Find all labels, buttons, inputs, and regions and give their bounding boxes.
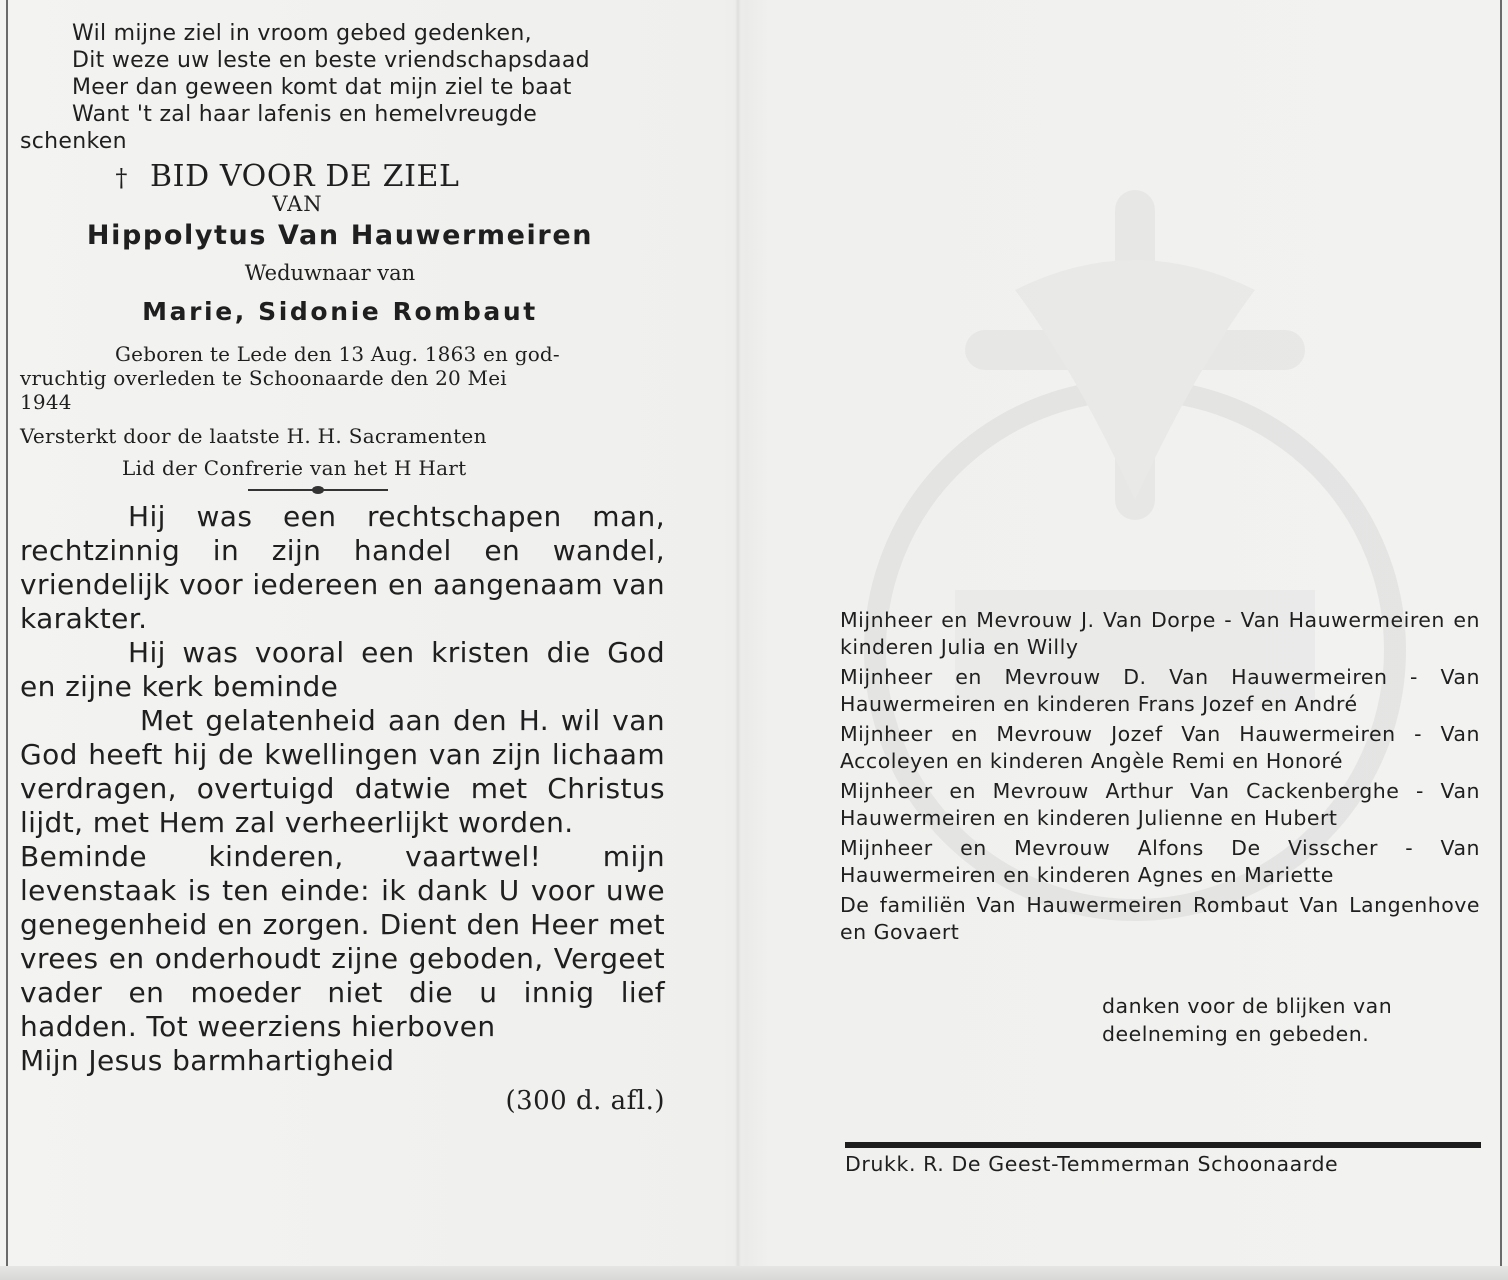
spouse-name: Marie, Sidonie Rombaut bbox=[142, 297, 538, 326]
family-list bbox=[840, 607, 1480, 946]
poem-line: Dit weze uw leste en beste vriendschapsdaad bbox=[72, 48, 590, 73]
details-line: 1944 bbox=[20, 390, 72, 414]
eulogy-paragraph: Met gelatenheid aan den H. wil van God heeft hij de kwellingen van zijn lichaam verdragen, overtuigd datwie met Christus lijdt, met Hem zal verheerlijkt worden. bbox=[20, 704, 665, 839]
left-edge bbox=[6, 0, 8, 1280]
thanks-line: deelneming en gebeden. bbox=[1102, 1022, 1370, 1046]
sacraments-line: Versterkt door de laatste H. H. Sacramenten bbox=[20, 424, 487, 448]
family-entry: Mijnheer en Mevrouw Arthur Van Cackenberghe - Van Hauwermeiren en kinderen Julienne en Hubert bbox=[840, 779, 1480, 830]
eulogy-paragraph: Hij was vooral een kristen die God en zijne kerk beminde bbox=[20, 636, 665, 703]
ornament-divider bbox=[248, 486, 388, 494]
poem-line: Want 't zal haar lafenis en hemelvreugde bbox=[72, 102, 538, 127]
card-fold bbox=[735, 0, 741, 1280]
family-entry: Mijnheer en Mevrouw Alfons De Visscher - Van Hauwermeiren en kinderen Agnes en Mariette bbox=[840, 836, 1480, 887]
details-line: Geboren te Lede den 13 Aug. 1863 en god- bbox=[115, 342, 560, 366]
bottom-edge bbox=[0, 1266, 1508, 1280]
printer-credit: Drukk. R. De Geest-Temmerman Schoonaarde bbox=[845, 1152, 1339, 1176]
birth-death-details bbox=[20, 342, 665, 414]
details-line: vruchtig overleden te Schoonaarde den 20 Mei bbox=[20, 366, 507, 390]
pray-heading bbox=[20, 159, 665, 194]
deceased-name: Hippolytus Van Hauwermeiren bbox=[86, 220, 594, 251]
right-panel bbox=[840, 607, 1480, 1048]
printer-rule bbox=[845, 1142, 1481, 1148]
poem-line: Meer dan geween komt dat mijn ziel te baat bbox=[72, 75, 572, 100]
indulgence-note: (300 d. afl.) bbox=[505, 1086, 665, 1116]
poem bbox=[20, 20, 665, 155]
poem-line: schenken bbox=[20, 129, 127, 154]
widower-label: Weduwnaar van bbox=[244, 261, 416, 285]
eulogy-paragraph: Hij was een rechtschapen man, rechtzinnig in zijn handel en wandel, vriendelijk voor iedereen en aangenaam van karakter. bbox=[20, 500, 665, 635]
thanks-line: danken voor de blijken van bbox=[1102, 994, 1393, 1018]
of-label: VAN bbox=[272, 192, 323, 216]
family-entry: Mijnheer en Mevrouw D. Van Hauwermeiren - Van Hauwermeiren en kinderen Frans Jozef en André bbox=[840, 665, 1480, 716]
poem-line: Wil mijne ziel in vroom gebed gedenken, bbox=[72, 21, 532, 46]
confrerie-line: Lid der Confrerie van het H Hart bbox=[122, 456, 467, 480]
family-entry: Mijnheer en Mevrouw Jozef Van Hauwermeiren - Van Accoleyen en kinderen Angèle Remi en Honoré bbox=[840, 722, 1480, 773]
pray-heading-text: BID VOOR DE ZIEL bbox=[150, 159, 460, 194]
cross-icon: † bbox=[115, 164, 129, 192]
thanks-text bbox=[840, 992, 1480, 1048]
prayer-line: Mijn Jesus barmhartigheid bbox=[20, 1044, 395, 1077]
eulogy-text bbox=[20, 500, 665, 1078]
right-edge bbox=[1500, 0, 1502, 1280]
eulogy-paragraph: Beminde kinderen, vaartwel! mijn levenstaak is ten einde: ik dank U voor uwe genegenheid en zorgen. Dient den Heer met vrees en onderhoudt zijne geboden, Vergeet vader en moeder niet die u innig lief hadden. Tot weerziens hierboven bbox=[20, 840, 665, 1043]
left-panel bbox=[20, 20, 665, 1116]
family-entry: De familiën Van Hauwermeiren Rombaut Van Langenhove en Govaert bbox=[840, 893, 1480, 944]
family-entry: Mijnheer en Mevrouw J. Van Dorpe - Van Hauwermeiren en kinderen Julia en Willy bbox=[840, 608, 1480, 659]
